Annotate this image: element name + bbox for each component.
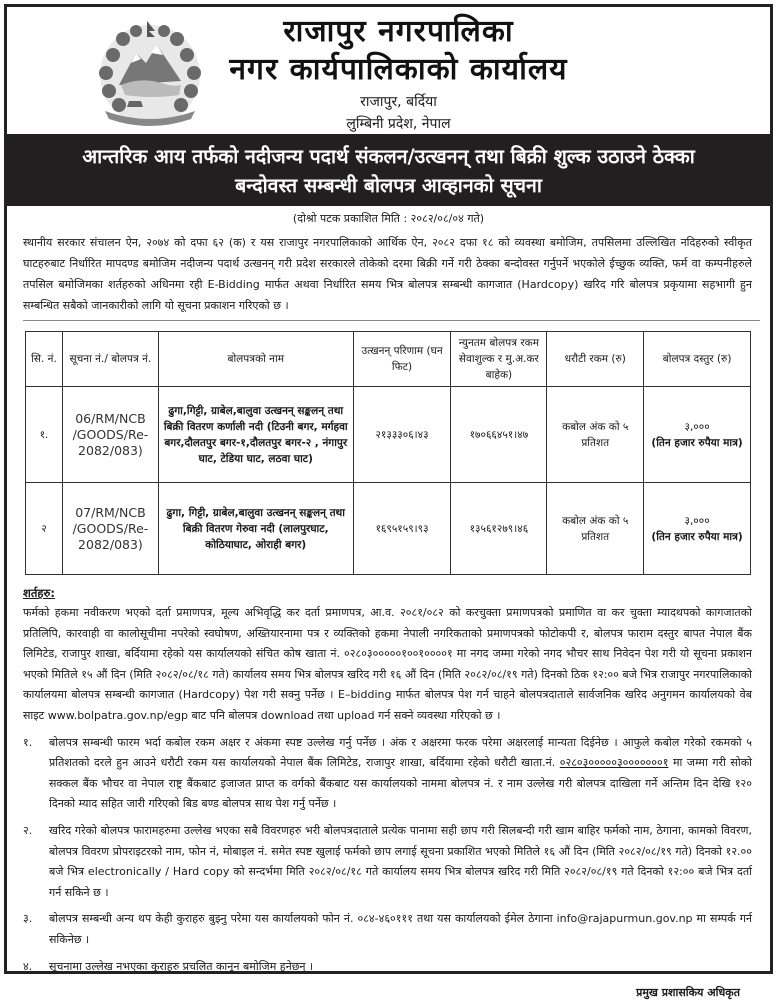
term-text: बोलपत्र सम्बन्धी अन्य थप केही कुराहरु बुझ्नु परेमा यस कार्यालयको फोन नं. ०८४-४६०१११ तथा यस कार्यालयको ईमेल ठेगाना info@rajapurmun.gov.np मा सम्पर्क गर्न सकिनेछ । <box>49 912 752 946</box>
term-item <box>23 821 752 903</box>
term-text <box>49 733 752 815</box>
divider <box>23 320 760 321</box>
notice-title-banner <box>7 134 770 206</box>
cell-notice-no: 06/RM/NCB /GOODS/Re-2082/083) <box>62 387 158 483</box>
office-name: नगर कार्यपालिकाको कार्यालय <box>229 52 568 87</box>
cell-min-amount: १७०६६४५१।४७ <box>451 387 547 483</box>
terms-list <box>23 733 752 978</box>
table-row <box>26 387 751 483</box>
term-number: ३. <box>23 912 33 926</box>
term-item <box>23 909 752 950</box>
notice-title-line1: आन्तरिक आय तर्फको नदीजन्य पदार्थ संकलन/उत्खनन् तथा बिक्री शुल्क उठाउने ठेक्का <box>82 145 695 168</box>
cell-volume: १६९५१५९।९३ <box>353 483 451 575</box>
term-text-part: बोलपत्र सम्बन्धी फारम भर्दा कबोल रकम अक्षर र अंकमा स्पष्ट उल्लेख गर्नु पर्नेछ । अंक र अक्षरमा फरक परेमा अक्षरलाई मान्यता दिईनेछ । आफुले कबोल गरेको रकमको ५ प्रतिशतको दरले हुन आउने धरौटी रकम यस कार्यालयको नेपाल बैंक लिमिटेड, राजापुर शाखा, बर्दियामा रहेको धरौटी खाता.नं. <box>49 735 752 770</box>
term-text: सूचनामा उल्लेख नभएका कुराहरु प्रचलित कानून बमोजिम हुनेछन् । <box>49 959 314 973</box>
cell-notice-no: 07/RM/NCB /GOODS/Re-2082/083) <box>62 483 158 575</box>
intro-paragraph: स्थानीय सरकार संचालन ऐन, २०७४ को दफा ६२ (क) र यस राजापुर नगरपालिकाको आर्थिक ऐन, २०८२ दफा १८ को व्यवस्था बमोजिम, तपसिलमा उल्लिखित नदिहरुको स्वीकृत घाटहरुबाट निर्धारित मापदण्ड बमोजिम नदीजन्य पदार्थ उत्खनन् गरी प्रदेश सरकारले तोकेको दरमा बिक्री गर्ने गरी ठेक्का बन्दोवस्त गर्नुपर्ने भएकोले ईच्छुक व्यक्ति, फर्म वा कम्पनीहरुले तपसिल बमोजिमका शर्तहरुको अधिनमा रही E-Bidding मार्फत अथवा निर्धारित समय भित्र बोलपत्र सम्बन्धी कागजात (Hardcopy) खरिद गरि बोलपत्र प्रकृयामा सहभागी हुन सम्बन्धित सबैको जानकारीको लागि यो सूचना प्रकाशन गरिएको छ । <box>23 236 752 312</box>
cell-volume: २१३३३०६।४३ <box>353 387 451 483</box>
term-text: खरिद गरेको बोलपत्र फारामहरुमा उल्लेख भएका सबै विवरणहरु भरी बोलपत्रदाताले प्रत्येक पानामा सही छाप गरी सिलबन्दी गरी खाम बाहिर फर्मको नाम, ठेगाना, कामको विवरण, बोलपत्र विवरण प्रोपराइटरको नाम, फोन नं, मोबाइल नं. समेत स्पष्ट खुलाई फर्मको छाप लगाई सूचना प्रकाशित भएको मितिले १६ औं दिन (मिति २०८२/०८/१९ गते) दिनको १२.०० बजे भित्र electronically / Hard copy को सन्दर्भमा मिति २०८२/०८/१८ गते कार्यालय समय भित्र बोलपत्र खरिद गरी मिति २०८२/०८/१९ गते दिनको १२:०० बजे भित्र दर्ता गर्न सकिने छ । <box>49 823 752 899</box>
cell-sn: २ <box>26 483 63 575</box>
cell-bid-name: ढुगा,गिट्टी, ग्राबेल,बालुवा उत्खनन् सङ्कलन् तथा बिक्री वितरण कर्णाली नदी (टिउनी बगर, मर्गहवा बगर,दौलतपुर बगर-१,दौलतपुर बगर-२ , नंगापुर घाट, टेडिया घाट, लठवा घाट) <box>158 387 353 483</box>
bid-table <box>25 331 751 575</box>
col-header-notice-no: सूचना नं./ बोलपत्र नं. <box>62 332 158 387</box>
deposit-account-number: ०२८०३०००००३०००००००१ <box>559 756 669 770</box>
col-header-volume: उत्खनन् परिणाम (घन फिट) <box>353 332 451 387</box>
cell-min-amount: १३५६१२७९।४६ <box>451 483 547 575</box>
cell-bid-name: ढुगा, गिट्टी, ग्राबेल,बालुवा उत्खनन् सङ्कलन् तथा बिक्री वितरण गेरुवा नदी (लालपुरघाट, कोठियाघाट, ओराही बगर) <box>158 483 353 575</box>
fee-in-words: (तिन हजार रुपैया मात्र) <box>651 530 743 543</box>
table-header-row <box>26 332 751 387</box>
fee-amount: ३,००० <box>684 420 710 433</box>
terms-preamble: फर्मको हकमा नवीकरण भएको दर्ता प्रमाणपत्र, मूल्य अभिवृद्धि कर दर्ता प्रमाणपत्र, आ.व. २०८१/०८२ को करचुक्ता प्रमाणपत्रको प्रमाणित वा कर चुक्ता म्यादथपको कागजातको प्रतिलिपि, कारवाही वा कालोसूचीमा नपरेको स्वघोषण, अख्तियारनामा पत्र र व्यक्तिको हकमा नेपाली नगरिकताको प्रमाणपत्रको फोटोकपी र, बोलपत्र फाराम दस्तुर बापत नेपाल बैंक लिमिटेड, राजापुर शाखा, बर्दियामा रहेको यस कार्यालयको संचित कोष खाता नं. ०२८०३०००००१००१००००१ मा नगद जम्मा गरेको नगद भौचर साथ निवेदन पेश गरी यो सूचना प्रकाशन भएको मितिले १५ औं दिन (मिति २०८२/०८/१८ गते) कार्यालय समय भित्र बोलपत्र खरिद गरी १६ औं दिन (मिति २०८२/०८/१९ गते) दिनको ठिक १२:०० बजे भित्र राजापुर नगरपालिकाको कार्यालयमा बोलपत्र सम्बन्धी कागजात (Hardcopy) पेश गरी सक्नु पर्नेछ । E–bidding मार्फत बोलपत्र पेश गर्न चाहने बोलपत्रदाताले सार्वजनिक खरिद अनुगमन कार्यालयको वेब साइट www.bolpatra.gov.np/egp बाट पनि बोलपत्र download तथा upload गर्न सक्ने व्यवस्था गरिएको छ । <box>23 606 752 722</box>
term-item <box>23 733 752 815</box>
address-city: राजापुर, बर्दिया <box>360 94 437 110</box>
municipality-name: राजापुर नगरपालिका <box>283 14 514 49</box>
cell-deposit: कबोल अंक को ५ प्रतिशत <box>547 483 644 575</box>
term-text-part: मा जम्मा गरी सोको सक्कल बैंक भौचर वा नेपाल राष्ट्र बैंकबाट इजाजत प्राप्त क वर्गको बैंकबाट यस कार्यालयको नाममा बोलपत्र नं. र नाम उल्लेख गरी बोलपत्र दाखिला गर्ने अन्तिम दिन देखि १२० दिनको म्याद सहित जारी गरिएको बिड बण्ड बोलपत्र साथ पेश गर्नु पर्नेछ । <box>49 756 752 811</box>
col-header-deposit: धरौटी रकम (रु) <box>547 332 644 387</box>
signatory-title: प्रमुख प्रशासकिय अधिकृत <box>636 986 740 1000</box>
terms-heading: शर्तहरु: <box>23 586 55 600</box>
term-number: ४. <box>23 959 33 973</box>
cell-sn: १. <box>26 387 63 483</box>
term-number: १. <box>23 735 33 749</box>
cell-fee <box>644 483 751 575</box>
table-row <box>26 483 751 575</box>
header-text <box>187 13 610 135</box>
fee-amount: ३,००० <box>684 514 710 527</box>
cell-deposit: कबोल अंक को ५ प्रतिशत <box>547 387 644 483</box>
fee-in-words: (तिन हजार रुपैया मात्र) <box>651 436 743 449</box>
notice-page <box>4 4 773 1000</box>
col-header-fee: बोलपत्र दस्तुर (रु) <box>644 332 751 387</box>
terms-section <box>7 575 770 1004</box>
address-province: लुम्बिनी प्रदेश, नेपाल <box>346 116 451 132</box>
notice-header <box>7 7 770 134</box>
cell-fee <box>644 387 751 483</box>
col-header-sn: सि. नं. <box>26 332 63 387</box>
col-header-bid-name: बोलपत्रको नाम <box>158 332 353 387</box>
term-item <box>23 957 752 978</box>
notice-title-line2: बन्दोवस्त सम्बन्धी बोलपत्र आव्हानको सूचना <box>235 174 542 197</box>
term-number: २. <box>23 823 33 837</box>
col-header-min-amount: न्युनतम बोलपत्र रकम सेवाशुल्क र मु.अ.कर बाहेक) <box>451 332 547 387</box>
publication-date: (दोश्रो पटक प्रकाशित मिति : २०८२/०८/०४ गते) <box>292 212 485 225</box>
